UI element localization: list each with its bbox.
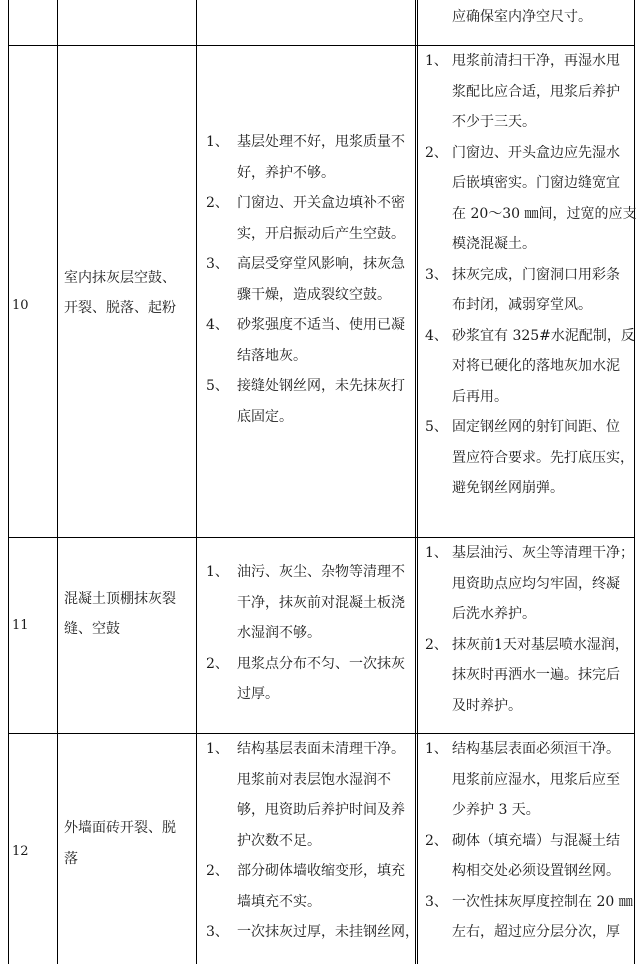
cause-number: 3、 (206, 256, 229, 272)
measure-text-line: 砂浆宜有 325#水泥配制，反 (452, 327, 635, 344)
item-name-line: 混凝土顶棚抹灰裂 (64, 591, 176, 607)
measure-text-line: 后再用。 (452, 388, 508, 405)
item-name-line: 开裂、脱落、起粉 (64, 300, 176, 316)
measure-number: 3、 (425, 266, 448, 283)
measure-text-line: 后嵌填密实。门窗边缝宽宜 (452, 175, 620, 191)
measure-text-line: 砌体（填充墙）与混凝土结 (452, 832, 620, 849)
table-border-left (8, 0, 9, 964)
measure-text-line: 构相交处必须设置钢丝网。 (452, 863, 620, 879)
measure-number: 4、 (425, 327, 448, 344)
table-border-right (634, 0, 635, 964)
measure-text-line: 甩浆前清扫干净，再湿水甩 (452, 53, 620, 69)
column-divider-no (57, 0, 58, 964)
cause-text-line: 水湿润不够。 (237, 625, 321, 641)
measure-text-line: 左右，超过应分层分次，厚 (452, 924, 620, 940)
measure-text-line: 甩资助点应均匀牢固，终凝 (452, 575, 620, 592)
measure-text-line: 在 20～30 ㎜间，过宽的应支 (452, 205, 637, 222)
measure-text-line: 后洗水养护。 (452, 606, 536, 622)
row-divider-12 (8, 733, 635, 734)
cause-text-line: 干净，抹灰前对混凝土板浇 (237, 594, 405, 611)
row-divider-11 (8, 537, 635, 538)
item-name-line: 缝、空鼓 (64, 621, 120, 637)
row-number: 10 (12, 298, 29, 313)
cause-number: 2、 (206, 195, 229, 211)
measure-text-line: 一次性抹灰厚度控制在 20 ㎜ (452, 893, 633, 910)
cause-text-line: 甩浆点分布不匀、一次抹灰 (237, 655, 405, 672)
row-number: 11 (12, 618, 29, 633)
measure-number: 2、 (425, 144, 448, 161)
cause-text-line: 部分砌体墙收缩变形，填充 (237, 863, 405, 879)
cause-text-line: 砂浆强度不适当、使用已凝 (237, 317, 405, 333)
cause-text-line: 油污、灰尘、杂物等清理不 (237, 564, 405, 580)
cause-number: 4、 (206, 317, 229, 333)
measure-text-line: 抹灰完成，门窗洞口用彩条 (452, 266, 620, 283)
column-divider-item (196, 0, 197, 964)
measure-number: 2、 (425, 636, 448, 653)
measure-text-line: 浆配比应合适，甩浆后养护 (452, 83, 620, 100)
item-name-line: 外墙面砖开裂、脱 (64, 820, 176, 836)
cause-text-line: 基层处理不好，甩浆质量不 (237, 134, 405, 150)
measure-text-line: 应确保室内净空尺寸。 (452, 9, 592, 25)
cause-number: 5、 (206, 378, 229, 394)
cause-text-line: 护次数不足。 (237, 832, 321, 849)
row-divider-10 (8, 45, 635, 46)
cause-text-line: 底固定。 (237, 408, 293, 425)
measure-text-line: 门窗边、开头盒边应先湿水 (452, 144, 620, 161)
cause-text-line: 够，甩资助后养护时间及养 (237, 802, 405, 818)
cause-text-line: 墙填充不实。 (237, 893, 321, 910)
cause-number: 3、 (206, 924, 229, 940)
measure-number: 1、 (425, 53, 448, 69)
measure-text-line: 结构基层表面必须洹干净。 (452, 741, 620, 757)
measure-text-line: 置应符合要求。先打底压实， (452, 449, 634, 466)
measure-text-line: 抹灰前1天对基层喷水湿润， (452, 636, 629, 653)
measure-text-line: 少养护 3 天。 (452, 802, 540, 818)
measure-number: 1、 (425, 741, 448, 757)
measure-text-line: 及时养护。 (452, 697, 522, 714)
measure-text-line: 基层油污、灰尘等清理干净； (452, 545, 634, 561)
cause-text-line: 高层受穿堂风影响，抹灰急 (237, 256, 405, 272)
row-number: 12 (12, 844, 29, 859)
cause-text-line: 好，养护不够。 (237, 164, 335, 181)
measure-text-line: 抹灰时再洒水一遍。抹完后 (452, 667, 620, 683)
measure-number: 2、 (425, 832, 448, 849)
measure-text-line: 不少于三天。 (452, 114, 536, 130)
measure-text-line: 固定钢丝网的射钉间距、位 (452, 419, 620, 435)
cause-text-line: 结落地灰。 (237, 347, 307, 364)
measure-text-line: 布封闭，减弱穿堂风。 (452, 297, 592, 313)
measure-number: 5、 (425, 419, 448, 435)
cause-number: 2、 (206, 863, 229, 879)
measure-text-line: 模浇混凝土。 (452, 236, 536, 252)
column-divider-causes (415, 0, 418, 964)
cause-text-line: 过厚。 (237, 686, 279, 702)
cause-text-line: 一次抹灰过厚，未挂钢丝网， (237, 924, 419, 940)
cause-number: 2、 (206, 655, 229, 672)
measure-number: 3、 (425, 893, 448, 910)
measure-text-line: 甩浆前应湿水，甩浆后应至 (452, 771, 620, 788)
item-name-line: 落 (64, 851, 78, 867)
cause-number: 1、 (206, 741, 229, 757)
cause-number: 1、 (206, 564, 229, 580)
measure-number: 1、 (425, 545, 448, 561)
cause-text-line: 门窗边、开关盒边填补不密 (237, 195, 405, 211)
cause-text-line: 结构基层表面未清理干净。 (237, 741, 405, 757)
measure-text-line: 对将已硬化的落地灰加水泥 (452, 358, 620, 374)
cause-text-line: 骤干燥，造成裂纹空鼓。 (237, 286, 391, 303)
cause-text-line: 接缝处钢丝网，未先抹灰打 (237, 378, 405, 394)
cause-text-line: 甩浆前对表层饱水湿润不 (237, 771, 391, 788)
cause-text-line: 实，开启振动后产生空鼓。 (237, 225, 405, 242)
cause-number: 1、 (206, 134, 229, 150)
item-name-line: 室内抹灰层空鼓、 (64, 270, 176, 286)
measure-text-line: 避免钢丝网崩弹。 (452, 480, 564, 496)
